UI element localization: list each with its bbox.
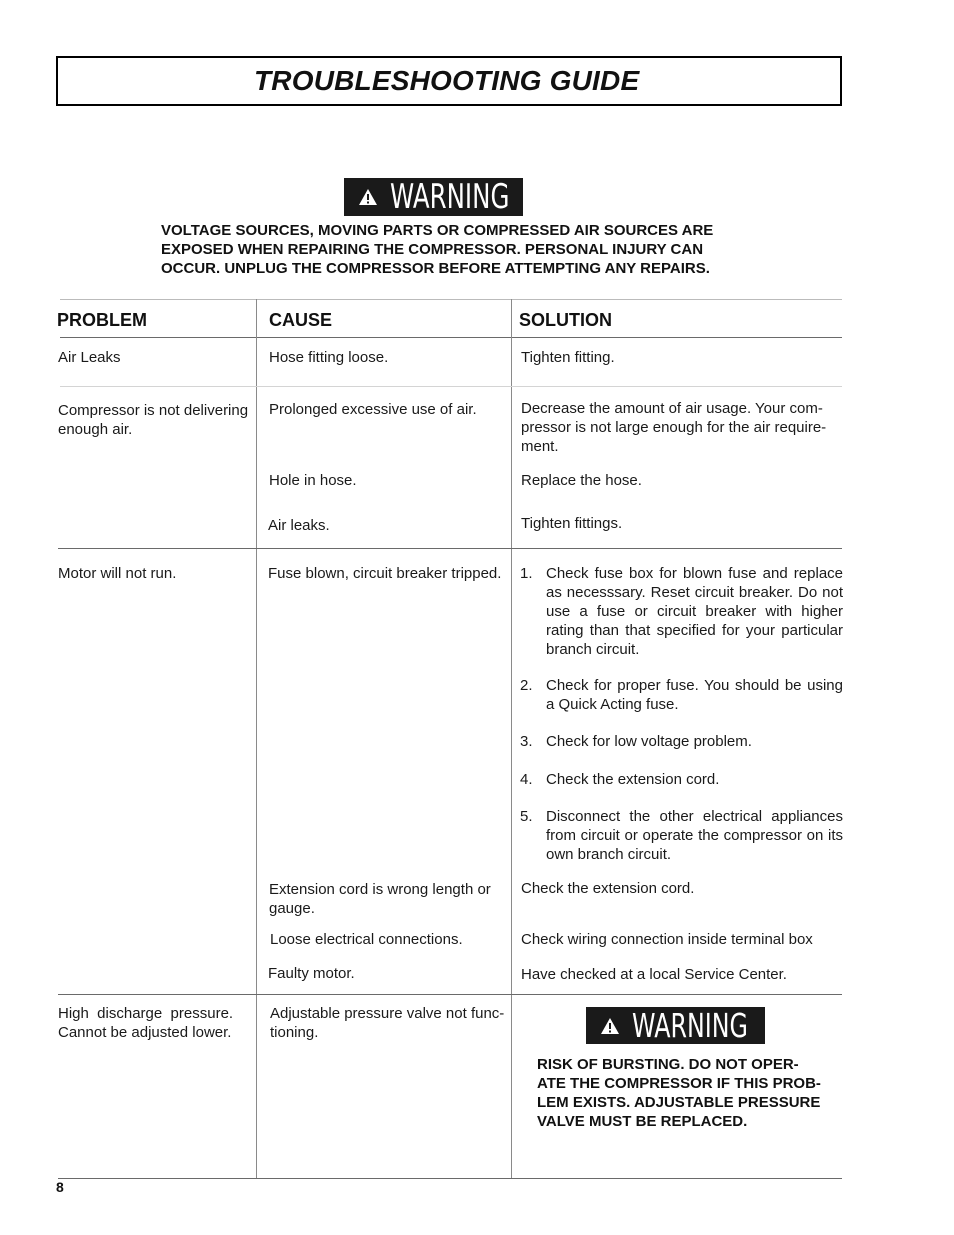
problem-cell: Air Leaks <box>58 349 121 366</box>
header-rule <box>60 337 842 338</box>
table-top-rule <box>60 299 842 300</box>
page-number: 8 <box>56 1179 64 1195</box>
solution-cell: Have checked at a local Service Center. <box>521 966 787 983</box>
solution-list-item <box>520 732 843 751</box>
solution-cell: Tighten fitting. <box>521 349 615 366</box>
warning-badge <box>586 1007 765 1044</box>
solution-list-item <box>520 676 843 714</box>
list-text: Check for low voltage problem. <box>546 733 752 750</box>
problem-cell: High discharge pressure. Cannot be adjusted lower. <box>58 1005 234 1041</box>
column-divider <box>511 299 512 1178</box>
problem-cell: Compressor is not delivering enough air. <box>58 402 249 438</box>
column-divider <box>256 299 257 1178</box>
list-number: 2. <box>520 677 533 694</box>
cause-cell: Faulty motor. <box>268 965 355 982</box>
warning-label: WARNING <box>390 177 510 217</box>
header-problem: PROBLEM <box>57 310 147 330</box>
header-cause: CAUSE <box>269 310 333 330</box>
warning-text: VOLTAGE SOURCES, MOVING PARTS OR COMPRESSED AIR SOURCES ARE EXPOSED WHEN REPAIRING THE COMPRESSOR. PERSONAL INJURY CAN OCCUR. UNPLUG THE COMPRESSOR BEFORE ATTEMPTING ANY REPAIRS. <box>161 222 714 277</box>
list-text: Check fuse box for blown fuse and replace as necesssary. Reset circuit breaker. Do not use a fuse or circuit breaker with higher rating than that specified for your particular branch circuit. <box>546 565 843 658</box>
solution-list-item <box>520 807 843 864</box>
list-number: 1. <box>520 565 533 582</box>
cause-cell: Adjustable pressure valve not func- tioning. <box>270 1005 505 1041</box>
solution-cell: Decrease the amount of air usage. Your com- pressor is not large enough for the air require- ment. <box>521 400 827 455</box>
cause-cell: Loose electrical connections. <box>270 931 463 948</box>
cause-cell: Air leaks. <box>268 517 330 534</box>
header-solution: SOLUTION <box>519 310 612 330</box>
problem-cell: Motor will not run. <box>58 565 177 582</box>
list-text: Check for proper fuse. You should be using a Quick Acting fuse. <box>546 677 843 713</box>
cause-cell: Hose fitting loose. <box>269 349 389 366</box>
list-number: 4. <box>520 771 533 788</box>
solution-cell: Check wiring connection inside terminal box <box>521 931 813 948</box>
warning-triangle-icon <box>358 188 378 206</box>
warning-text: RISK OF BURSTING. DO NOT OPER- ATE THE COMPRESSOR IF THIS PROB- LEM EXISTS. ADJUSTABLE PRESSURE VALVE MUST BE REPLACED. <box>537 1056 821 1130</box>
list-number: 5. <box>520 808 533 825</box>
solution-cell: Check the extension cord. <box>521 880 695 897</box>
cause-cell: Prolonged excessive use of air. <box>269 401 477 418</box>
list-text: Check the extension cord. <box>546 771 720 788</box>
row-rule <box>60 386 842 387</box>
warning-badge <box>344 178 523 216</box>
page-title: TROUBLESHOOTING GUIDE <box>254 65 640 96</box>
title-box <box>56 56 842 106</box>
solution-cell: Tighten fittings. <box>521 515 623 532</box>
row-rule <box>58 994 842 995</box>
warning-triangle-icon <box>600 1017 620 1035</box>
solution-list-item <box>520 564 843 659</box>
solution-list-item <box>520 770 843 789</box>
list-text: Disconnect the other electrical appliances from circuit or operate the compressor on its own branch circuit. <box>546 808 843 863</box>
cause-cell: Hole in hose. <box>269 472 357 489</box>
warning-label: WARNING <box>632 1006 748 1045</box>
cause-cell: Fuse blown, circuit breaker tripped. <box>268 565 502 582</box>
cause-cell: Extension cord is wrong length or gauge. <box>269 881 491 917</box>
list-number: 3. <box>520 733 533 750</box>
table-bottom-rule <box>58 1178 842 1179</box>
solution-cell: Replace the hose. <box>521 472 642 489</box>
row-rule <box>58 548 842 549</box>
